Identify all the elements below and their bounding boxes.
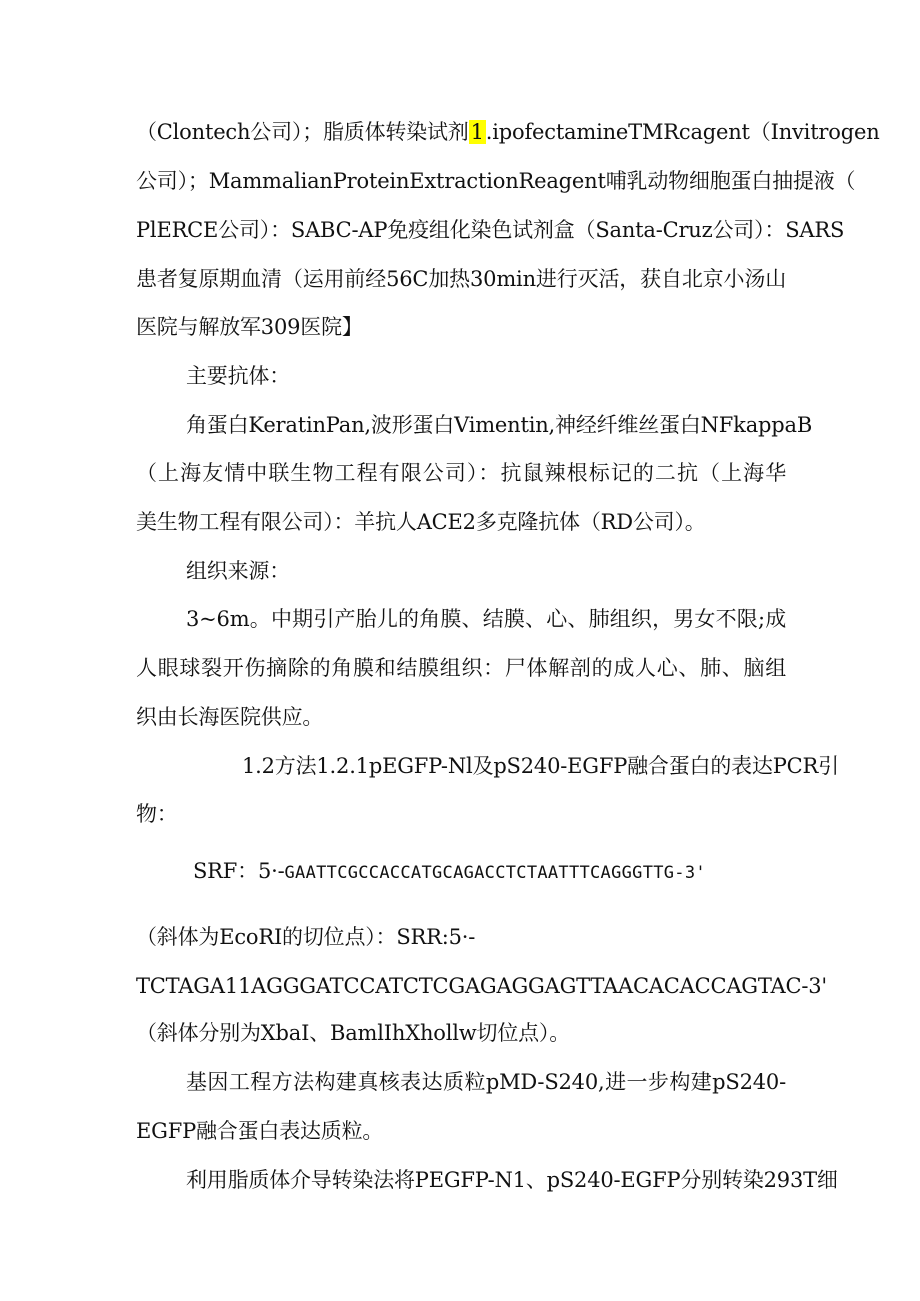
text-line-9: 美生物工程有限公司）：羊抗人ACE2多克隆抗体（RD公司）。 [136, 510, 706, 534]
text-line-1-post: .ipofectamineTMRcagent（Invitrogen [485, 120, 880, 144]
primer-srf-label: SRF：5·- [193, 859, 285, 883]
text-line-4: 患者复原期血清（运用前经56C加热30min进行灭活，获自北京小汤山 [136, 267, 786, 291]
text-line-5: 医院与解放军309医院】 [136, 315, 363, 339]
text-line-17: （斜体为EcoRI的切位点）：SRR:5·- [136, 925, 476, 949]
text-line-11: 3~6m。中期引产胎儿的角膜、结膜、心、肺组织，男女不限;成 [186, 607, 786, 631]
text-line-8: （上海友情中联生物工程有限公司）：抗鼠辣根标记的二抗（上海华 [136, 461, 786, 485]
primer-srr-sequence: TCTAGA11AGGGATCCATCTCGAGAGGAGTTAACACACCAGTAC-3' [136, 974, 828, 998]
primer-srf-line [193, 857, 753, 887]
text-line-12: 人眼球裂开伤摘除的角膜和结膜组织：尸体解剖的成人心、肺、脑组 [136, 656, 786, 680]
section-heading-tissue-source: 组织来源： [186, 559, 290, 583]
primer-srf-sequence: GAATTCGCCACCATGCAGACCTCTAATTTCAGGGTTG-3' [284, 863, 706, 883]
highlighted-char: 1 [470, 120, 484, 144]
section-heading-antibodies: 主要抗体： [186, 364, 290, 388]
text-line-20: 基因工程方法构建真核表达质粒pMD-S240,进一步构建pS240- [186, 1070, 786, 1094]
text-line-2: 公司）；MammalianProteinExtractionReagent哺乳动物细胞蛋白抽提液（ [136, 169, 856, 193]
text-line-13: 织由长海医院供应。 [136, 705, 324, 729]
text-line-21: EGFP融合蛋白表达质粒。 [136, 1119, 384, 1143]
text-line-22: 利用脂质体介导转染法将PEGFP-N1、pS240-EGFP分别转染293T细 [186, 1168, 838, 1192]
text-line-3: PlERCE公司）：SABC-AP免疫组化染色试剂盒（Santa-Cruz公司）：SARS [136, 218, 845, 242]
text-line-7: 角蛋白KeratinPan,波形蛋白Vimentin,神经纤维丝蛋白NFkappaB [186, 413, 813, 437]
text-line-19: （斜体分别为XbaI、BamlIhXhollw切位点）。 [136, 1021, 571, 1045]
text-line-1 [136, 118, 880, 146]
text-line-1-pre: （Clontech公司）；脂质体转染试剂 [136, 120, 469, 144]
text-line-15: 物： [136, 802, 178, 826]
text-line-14: 1.2方法1.2.1pEGFP-Nl及pS240-EGFP融合蛋白的表达PCR引 [242, 754, 839, 778]
